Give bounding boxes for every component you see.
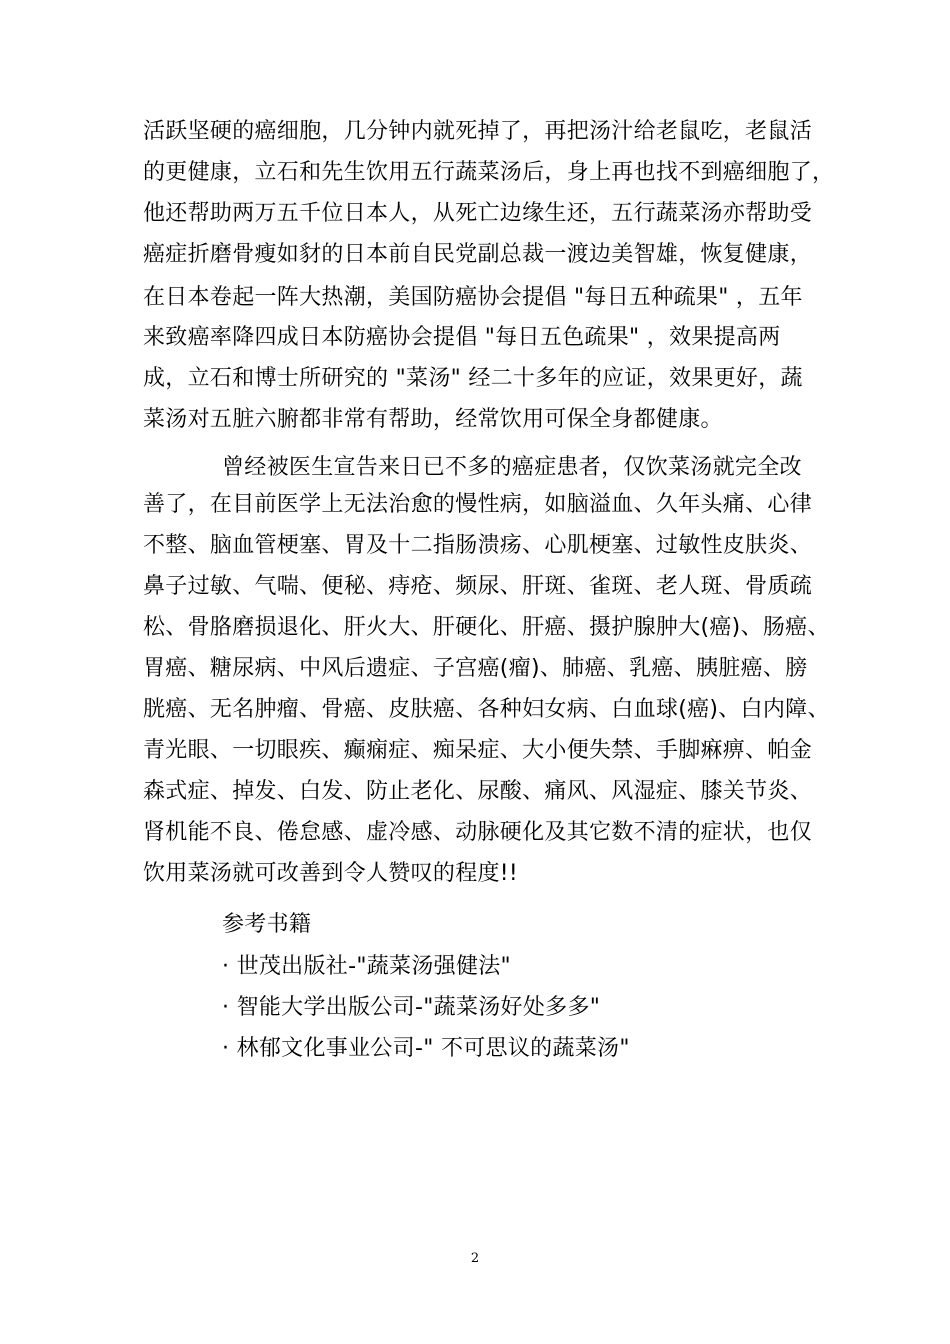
paragraph-line: 成，立石和博士所研究的 "菜汤" 经二十多年的应证，效果更好，蔬 [143, 366, 803, 391]
paragraph-line: 活跃坚硬的癌细胞，几分钟内就死掉了，再把汤汁给老鼠吃，老鼠活 [143, 119, 813, 144]
reference-item: · 世茂出版社-"蔬菜汤强健法" [222, 954, 511, 979]
paragraph-line: 肾机能不良、倦怠感、虚冷感、动脉硬化及其它数不清的症状，也仅 [143, 820, 813, 845]
paragraph-line: 他还帮助两万五千位日本人，从死亡边缘生还，五行蔬菜汤亦帮助受 [143, 201, 813, 226]
reference-item: · 智能大学出版公司-"蔬菜汤好处多多" [222, 995, 601, 1020]
reference-item: · 林郁文化事业公司-" 不可思议的蔬菜汤" [222, 1036, 630, 1061]
paragraph-line: 鼻子过敏、气喘、便秘、痔疮、频尿、肝斑、雀斑、老人斑、骨质疏 [143, 574, 813, 599]
paragraph-line: 善了，在目前医学上无法治愈的慢性病，如脑溢血、久年头痛、心律 [143, 492, 813, 517]
paragraph-line: 饮用菜汤就可改善到令人赞叹的程度!! [143, 861, 519, 886]
paragraph-line: 森式症、掉发、白发、防止老化、尿酸、痛风、风湿症、膝关节炎、 [143, 779, 813, 804]
paragraph-line: 的更健康，立石和先生饮用五行蔬菜汤后，身上再也找不到癌细胞了， [143, 160, 835, 185]
paragraph-line: 胱癌、无名肿瘤、骨癌、皮肤癌、各种妇女病、白血球(癌)、白内障、 [143, 697, 830, 722]
paragraph-line: 松、骨胳磨损退化、肝火大、肝硬化、肝癌、摄护腺肿大(癌)、肠癌、 [143, 615, 830, 640]
paragraph-line: 不整、脑血管梗塞、胃及十二指肠溃疡、心肌梗塞、过敏性皮肤炎、 [143, 533, 813, 558]
paragraph-line: 癌症折磨骨瘦如豺的日本前自民党副总裁一渡边美智雄，恢复健康， [143, 242, 813, 267]
references-heading: 参考书籍 [222, 912, 312, 937]
paragraph-line: 青光眼、一切眼疾、癫痫症、痴呆症、大小便失禁、手脚痳痹、帕金 [143, 738, 813, 763]
paragraph-line: 来致癌率降四成日本防癌协会提倡 "每日五色疏果" ，效果提高两 [143, 325, 781, 350]
paragraph-line: 曾经被医生宣告来日已不多的癌症患者，仅饮菜汤就完全改 [222, 455, 802, 480]
paragraph-line: 菜汤对五脏六腑都非常有帮助，经常饮用可保全身都健康。 [143, 407, 723, 432]
page-number: 2 [470, 1251, 480, 1266]
paragraph-line: 胃癌、糖尿病、中风后遗症、子宫癌(瘤)、肺癌、乳癌、胰脏癌、膀 [143, 656, 808, 681]
paragraph-line: 在日本卷起一阵大热潮，美国防癌协会提倡 "每日五种疏果" ，五年 [143, 285, 803, 310]
